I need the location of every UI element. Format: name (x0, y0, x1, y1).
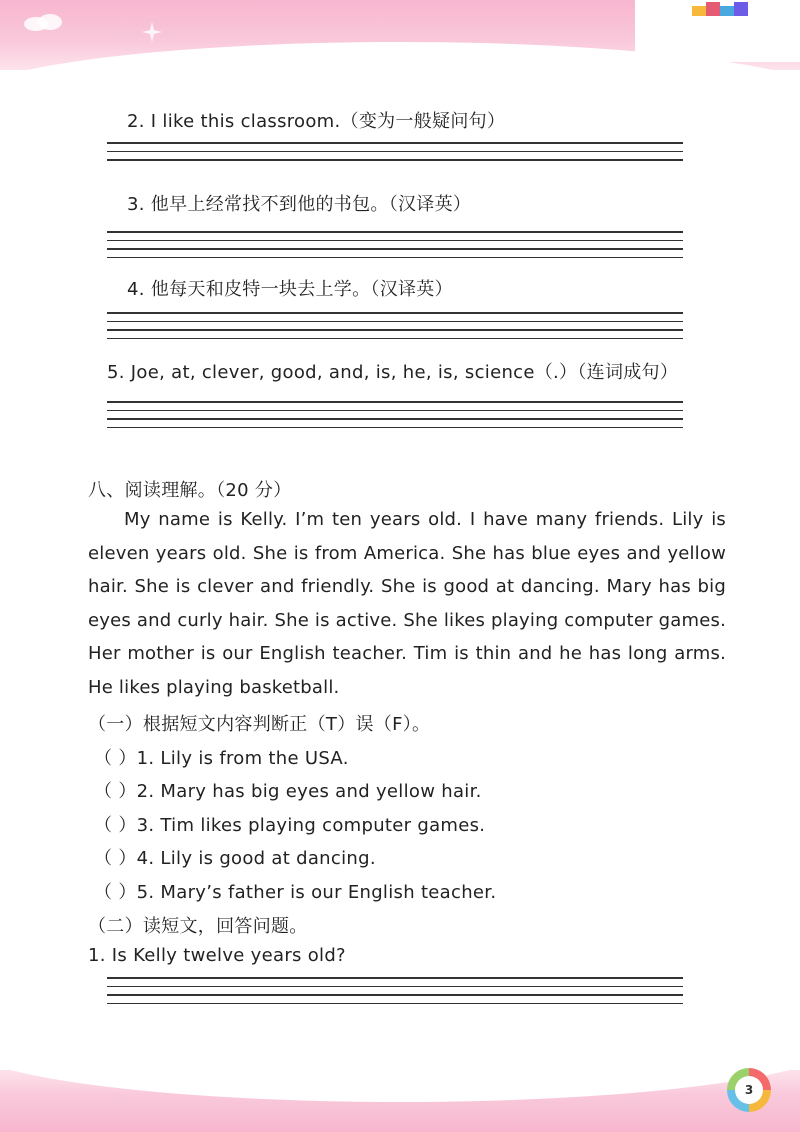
tf-item[interactable]: （ ）5. Mary’s father is our English teacher. (94, 882, 497, 903)
question-4: 4. 他每天和皮特一块去上学。（汉译英） (127, 279, 453, 300)
answer-lines-q4[interactable] (107, 312, 683, 346)
answer-lines-q5[interactable] (107, 401, 683, 435)
question-2: 2. I like this classroom.（变为一般疑问句） (127, 111, 506, 132)
part1-title: （一）根据短文内容判断正（T）误（F）。 (88, 714, 431, 735)
question-5: 5. Joe, at, clever, good, and, is, he, is, science（.）（连词成句） (107, 362, 679, 383)
passage-text: My name is Kelly. I’m ten years old. I have many friends. Lily is eleven years old. She is from America. She has blue eyes and yellow hair. She is clever and friendly. She is good at dancing. Mary has big eyes and curly hair. She is active. She likes playing computer games. Her mother is our English teacher. Tim is thin and he has long arms. He likes playing basketball. (88, 509, 726, 698)
tf-item[interactable]: （ ）3. Tim likes playing computer games. (94, 815, 486, 836)
answer-lines-q3[interactable] (107, 231, 683, 265)
tf-item[interactable]: （ ）1. Lily is from the USA. (94, 748, 349, 769)
page-number-badge (727, 1068, 771, 1112)
logo-icon (688, 0, 758, 18)
page-number: 3 (735, 1076, 763, 1104)
tf-item[interactable]: （ ）2. Mary has big eyes and yellow hair. (94, 781, 482, 802)
answer-lines-reading-q1[interactable] (107, 977, 683, 1011)
reading-passage (88, 503, 726, 704)
reading-question-1: 1. Is Kelly twelve years old? (88, 945, 346, 966)
section-heading: 八、阅读理解。（20 分） (88, 480, 292, 501)
tf-item[interactable]: （ ）4. Lily is good at dancing. (94, 848, 376, 869)
sparkle-icon (140, 20, 164, 44)
answer-lines-q2[interactable] (107, 142, 683, 168)
cloud-icon (20, 12, 70, 32)
question-3: 3. 他早上经常找不到他的书包。（汉译英） (127, 194, 472, 215)
part2-title: （二）读短文，回答问题。 (88, 916, 308, 937)
